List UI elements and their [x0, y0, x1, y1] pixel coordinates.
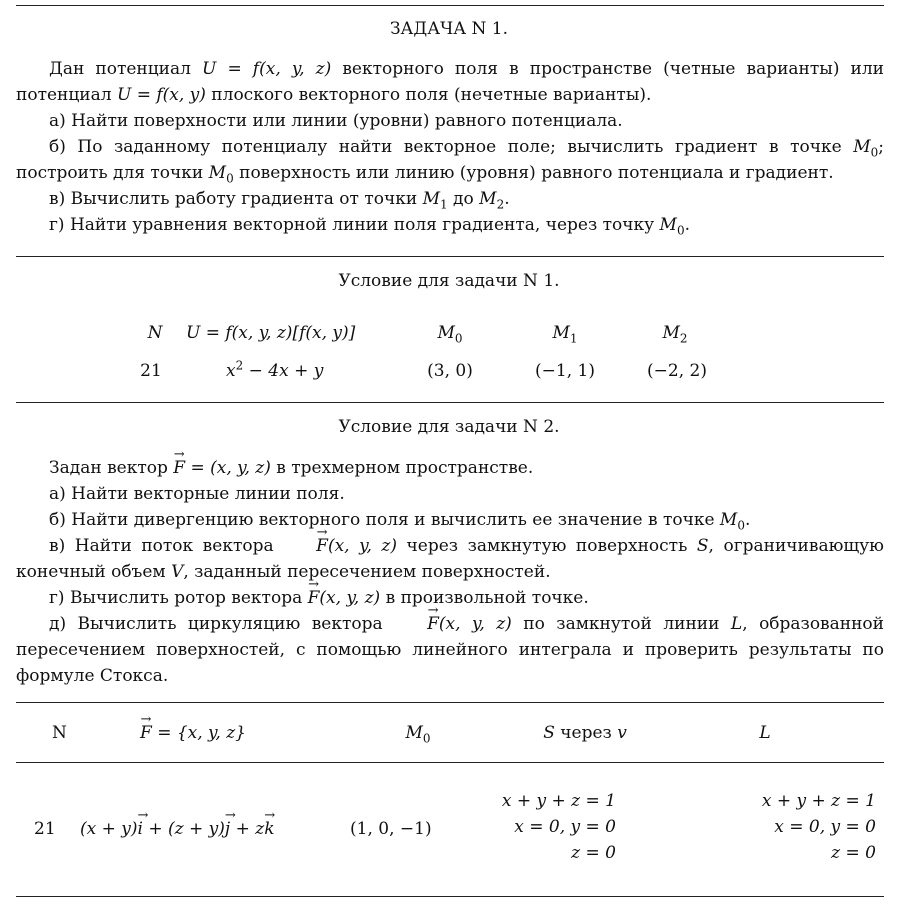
t1-header-m2: $M_2$ [662, 323, 688, 346]
top-rule [16, 5, 884, 6]
t2-row-s-line-1: x + y + z = 1 [501, 791, 616, 811]
task1-intro: Дан потенциал U = f(x, y, z) векторного поля в пространстве (четные варианты) или потенциал U = f(x, y) плоского векторного поля (нечетные варианты). [16, 59, 885, 105]
t2-row-l-line-1: x + y + z = 1 [761, 791, 876, 811]
rule-3 [16, 702, 884, 703]
unit-vector-i: → i [138, 816, 143, 842]
rule-4 [16, 762, 884, 763]
t1-row-m0: (3, 0) [427, 361, 473, 381]
potential-2d: U = f(x, y) [116, 85, 206, 105]
rule-2 [16, 402, 884, 403]
bottom-rule [16, 896, 884, 897]
t2-header-f: → F = {x, y, z} [140, 720, 246, 746]
unit-vector-j: → j [225, 816, 230, 842]
t2-header-l: L [759, 723, 771, 743]
task2-item-v: в) Найти поток вектора → F(x, y, z) через замкнутую поверхность S, ограничивающую конечный объем V, заданный пересечением поверхностей. [16, 533, 884, 585]
task1-item-v: в) Вычислить работу градиента от точки $M_1$ до $M_2$. [49, 189, 510, 212]
task1-condition-title: Условие для задачи N 1. [338, 271, 560, 291]
task2-given: Задан вектор → F = (x, y, z) в трехмерном пространстве. [49, 455, 884, 481]
t2-row-l-line-2: x = 0, y = 0 [774, 817, 876, 837]
t1-row-m2: (−2, 2) [647, 361, 707, 381]
task2-item-g: г) Вычислить ротор вектора → F(x, y, z) в произвольной точке. [49, 585, 884, 611]
t1-row-u: $x^2 - 4x + y$ [226, 358, 324, 381]
task1-item-g: г) Найти уравнения векторной линии поля градиента, через точку $M_0$. [49, 215, 690, 238]
t2-row-s-line-2: x = 0, y = 0 [514, 817, 616, 837]
t2-row-m0: (1, 0, −1) [350, 819, 432, 839]
task2-item-b: б) Найти дивергенцию векторного поля и вычислить ее значение в точке $M_0$. [49, 510, 751, 533]
t2-row-f: (x + y)→ i + (z + y)→ j + z→ k [80, 816, 275, 842]
t1-header-m0: $M_0$ [437, 323, 463, 346]
t1-header-m1: $M_1$ [552, 323, 578, 346]
task1-item-b: б) По заданному потенциалу найти векторное поле; вычислить градиент в точке $M_0$; построить для точки $M_0$ поверхность или линию (уровня) равного потенциала и градиент. [16, 137, 884, 186]
t1-row-n: 21 [140, 361, 162, 381]
t2-row-l-line-3: z = 0 [831, 843, 876, 863]
task2-item-a: а) Найти векторные линии поля. [49, 484, 345, 504]
t2-row-n: 21 [34, 819, 56, 839]
vector-f: → F [173, 455, 185, 481]
t2-header-s: S через v [543, 723, 627, 743]
t1-header-n: N [147, 323, 163, 343]
potential-3d: U = f(x, y, z) [202, 59, 332, 79]
t2-header-m0: $M_0$ [405, 723, 431, 746]
task1-title: ЗАДАЧА N 1. [389, 19, 509, 39]
task2-item-d: д) Вычислить циркуляцию вектора → F(x, y, z) по замкнутой линии L, образованной пересечением поверхностей, с помощью линейного интеграла и проверить результаты по формуле Стокса. [16, 611, 884, 689]
unit-vector-k: → k [264, 816, 274, 842]
t1-header-u: U = f(x, y, z)[f(x, y)] [186, 323, 356, 343]
rule-1 [16, 256, 884, 257]
task1-item-a: а) Найти поверхности или линии (уровни) равного потенциала. [49, 111, 623, 131]
task2-condition-title: Условие для задачи N 2. [338, 417, 560, 437]
t1-row-m1: (−1, 1) [535, 361, 595, 381]
t2-header-n: N [52, 723, 67, 743]
t2-row-s-line-3: z = 0 [571, 843, 616, 863]
